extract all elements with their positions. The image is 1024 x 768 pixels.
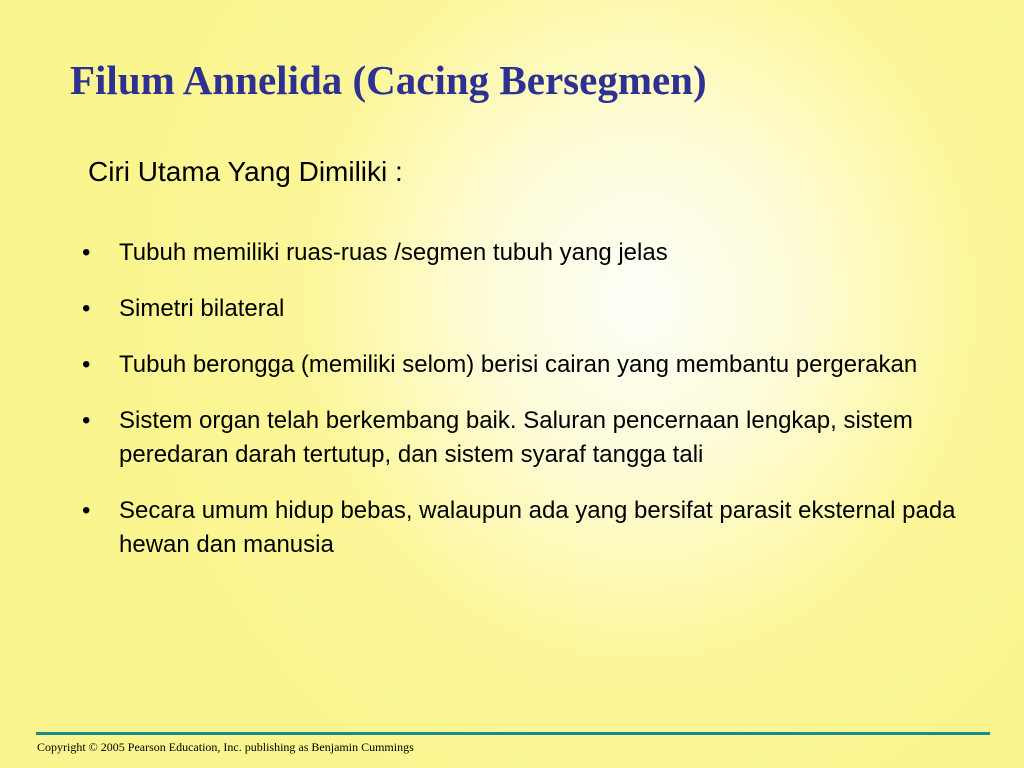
bullet-text: Tubuh memiliki ruas-ruas /segmen tubuh yang jelas: [119, 239, 668, 266]
bullet-text: Simetri bilateral: [119, 295, 285, 322]
bullet-text: Tubuh berongga (memiliki selom) berisi cairan yang membantu pergerakan: [119, 351, 918, 378]
bullet-icon: •: [82, 351, 91, 378]
bullet-item: [76, 348, 956, 382]
bullet-item: [76, 292, 956, 326]
bullet-text: Sistem organ telah berkembang baik. Saluran pencernaan lengkap, sistem peredaran darah tertutup, dan sistem syaraf tangga tali: [119, 407, 913, 468]
bullet-item: [76, 404, 956, 472]
bullet-icon: •: [82, 497, 91, 524]
footer-divider: [36, 732, 990, 735]
bullet-list: [76, 236, 956, 584]
slide-title: Filum Annelida (Cacing Bersegmen): [70, 57, 707, 103]
slide-subtitle: Ciri Utama Yang Dimiliki :: [88, 156, 403, 187]
bullet-icon: •: [82, 295, 91, 322]
bullet-item: [76, 236, 956, 270]
bullet-text: Secara umum hidup bebas, walaupun ada yang bersifat parasit eksternal pada hewan dan manusia: [119, 497, 956, 558]
bullet-item: [76, 494, 956, 562]
bullet-icon: •: [82, 407, 91, 434]
copyright-footer: Copyright © 2005 Pearson Education, Inc. publishing as Benjamin Cummings: [37, 740, 414, 754]
bullet-icon: •: [82, 239, 91, 266]
